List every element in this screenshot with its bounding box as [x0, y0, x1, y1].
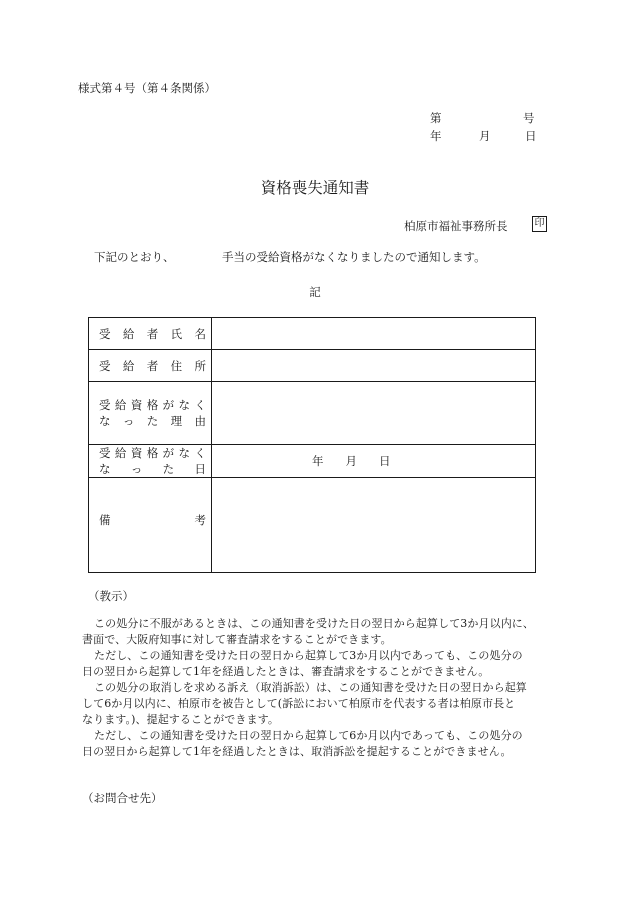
table-row-address: [89, 350, 536, 382]
notice-line: 日の翌日から起算して1年を経過したときは、審査請求をすることができません。: [82, 665, 490, 678]
contact-label: （お問合せ先）: [82, 791, 163, 805]
reason-value-cell[interactable]: [212, 382, 536, 445]
reference-number-prefix: 第: [430, 111, 442, 125]
reference-day: 日: [525, 129, 537, 143]
date-day: 日: [379, 454, 391, 468]
name-label: 受 給 者 氏 名: [99, 326, 206, 341]
date-month: 月: [345, 454, 357, 468]
sender-name: 柏原市福祉事務所長: [404, 219, 508, 233]
notice-line: 書面で、大阪府知事に対して審査請求をすることができます。: [82, 633, 392, 646]
date-label-line1: 受 給 資 格 が な く: [99, 446, 206, 460]
date-label-cell: [89, 445, 212, 478]
intro-text-part2: 手当の受給資格がなくなりましたので通知します。: [222, 250, 486, 264]
remarks-value-cell[interactable]: [212, 478, 536, 573]
date-label-line2: な っ た 日: [99, 462, 206, 476]
notice-line: この処分の取消しを求める訴え（取消訴訟）は、この通知書を受けた日の翌日から起算: [94, 681, 527, 694]
table-row-reason: [89, 382, 536, 445]
reference-number-suffix: 号: [523, 111, 535, 125]
reason-label-line1: 受 給 資 格 が な く: [99, 398, 206, 412]
notice-line: なります。)、提起することができます。: [82, 713, 279, 726]
table-row-remarks: [89, 478, 536, 573]
ki-heading: 記: [309, 285, 321, 299]
name-value-cell[interactable]: [212, 318, 536, 350]
date-value-cell[interactable]: [212, 445, 536, 478]
form-number: 様式第４号（第４条関係）: [78, 81, 216, 95]
intro-text-part1: 下記のとおり、: [94, 250, 175, 264]
remarks-label-cell: [89, 478, 212, 573]
reference-month: 月: [479, 129, 491, 143]
remarks-label: 備 考: [99, 513, 206, 527]
document-title: 資格喪失通知書: [260, 179, 370, 197]
address-value-cell[interactable]: [212, 350, 536, 382]
date-year: 年: [312, 454, 324, 468]
notice-line: ただし、この通知書を受けた日の翌日から起算して3か月以内であっても、この処分の: [94, 649, 523, 662]
notice-line: 日の翌日から起算して1年を経過したときは、取消訴訟を提起することができません。: [82, 745, 512, 758]
reason-label-cell: [89, 382, 212, 445]
table-row-name: [89, 318, 536, 350]
notice-line: この処分に不服があるときは、この通知書を受けた日の翌日から起算して3か月以内に、: [94, 617, 534, 630]
seal-mark: 印: [532, 216, 547, 232]
notice-label: （教示）: [88, 589, 134, 603]
notice-line: して6か月以内に、柏原市を被告として(訴訟において柏原市を代表する者は柏原市長と: [82, 697, 516, 710]
reason-label-line2: な っ た 理 由: [99, 414, 206, 428]
table-row-date: [89, 445, 536, 478]
info-table: [88, 317, 536, 573]
address-label-cell: [89, 350, 212, 382]
address-label: 受 給 者 住 所: [99, 358, 206, 373]
reference-year: 年: [430, 129, 442, 143]
name-label-cell: [89, 318, 212, 350]
notice-line: ただし、この通知書を受けた日の翌日から起算して6か月以内であっても、この処分の: [94, 729, 523, 742]
